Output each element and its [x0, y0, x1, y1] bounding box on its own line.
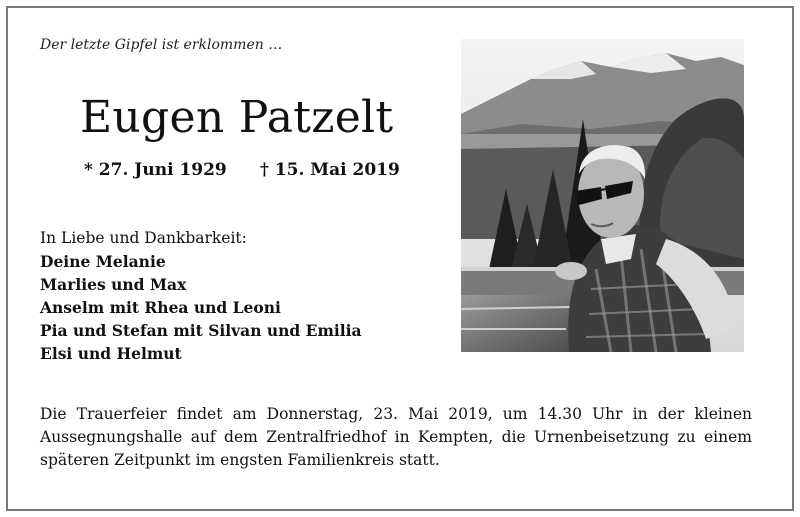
mourner-entry: Anselm mit Rhea und Leoni [40, 298, 281, 317]
mourner-entry: Elsi und Helmut [40, 344, 182, 363]
mourners-intro: In Liebe und Dankbarkeit: [40, 229, 247, 247]
mourner-entry: Deine Melanie [40, 252, 166, 271]
death-date: † 15. Mai 2019 [260, 160, 400, 180]
mourner-entry: Marlies und Max [40, 275, 187, 294]
mourner-entry: Pia und Stefan mit Silvan und Emilia [40, 321, 362, 340]
motto-text: Der letzte Gipfel ist erklommen … [40, 37, 283, 53]
deceased-name: Eugen Patzelt [80, 92, 394, 143]
portrait-photo [461, 39, 744, 352]
birth-date: * 27. Juni 1929 [84, 160, 227, 180]
mourners-list [40, 227, 362, 365]
funeral-notice: Die Trauerfeier findet am Donnerstag, 23. Mai 2019, um 14.30 Uhr in der kleinen Aussegnungshalle auf dem Zentralfriedhof in Kempten, die Urnenbeisetzung zu einem späteren Zeitpunkt im engsten Familienkreis statt. [40, 405, 752, 469]
